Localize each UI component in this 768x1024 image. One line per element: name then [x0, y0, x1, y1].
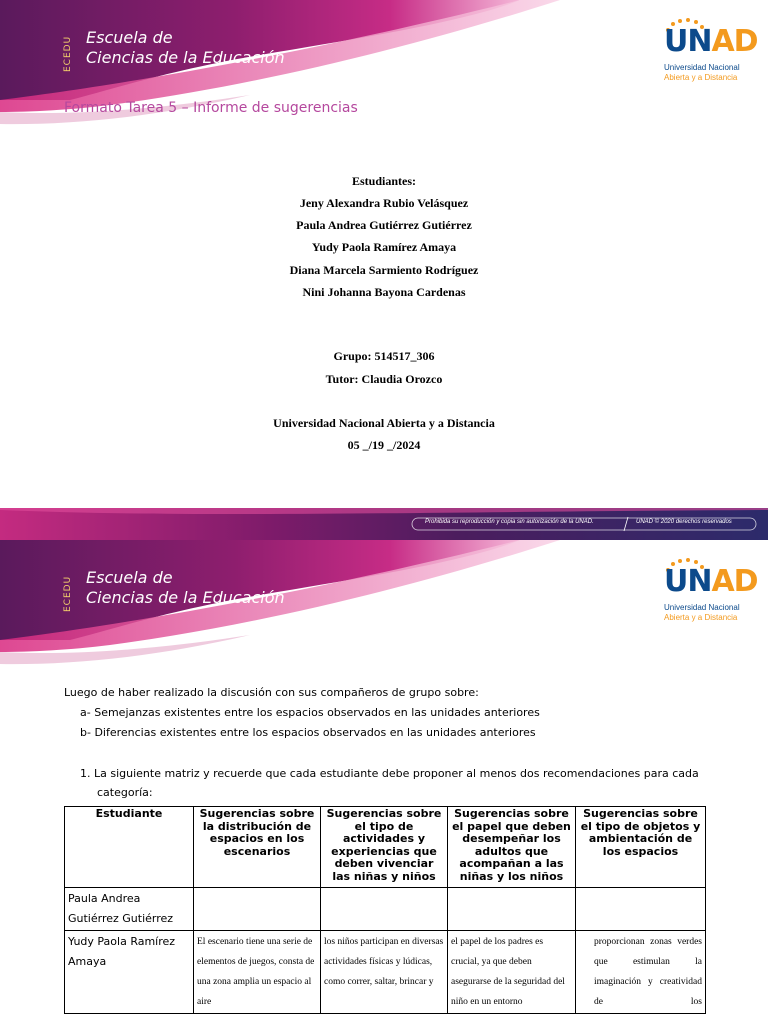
table-row: [65, 931, 706, 1014]
student-name: Diana Marcela Sarmiento Rodríguez: [289, 263, 479, 277]
activities-suggestion-cell: los niños participan en diversas actividades físicas y lúdicas, como correr, saltar, brincar y: [321, 931, 448, 1014]
banner-swoosh-graphic: [0, 0, 768, 140]
submission-date: 05 _/19 _/2024: [347, 438, 421, 452]
tutor-label: Tutor: Claudia Orozco: [325, 372, 443, 386]
banner-swoosh-graphic: [0, 540, 768, 680]
unad-logo: [660, 18, 758, 88]
student-cell: Paula Andrea Gutiérrez Gutiérrez: [65, 888, 194, 931]
table-header-row: [65, 807, 706, 888]
table-cell[interactable]: [448, 888, 576, 931]
unad-logo: [660, 558, 758, 628]
ecedu-tag: ECEDU: [63, 35, 73, 72]
header-banner: [0, 540, 768, 680]
header-banner: [0, 0, 768, 140]
student-name: Paula Andrea Gutiérrez Gutiérrez: [296, 218, 472, 232]
adults-role-suggestion-cell: el papel de los padres es crucial, ya que deben asegurarse de la seguridad del niño en un entorno: [448, 931, 576, 1014]
logo-wordmark: UNAD: [664, 24, 758, 59]
intro-paragraph: Luego de haber realizado la discusión con sus compañeros de grupo sobre:: [64, 686, 479, 699]
logo-subtitle-1: Universidad Nacional: [664, 63, 740, 72]
school-name-line1: Escuela de: [86, 28, 173, 47]
table-row: [65, 888, 706, 931]
distribution-suggestion-cell: El escenario tiene una serie de elementos de juegos, consta de una zona amplia un espacio al aire: [194, 931, 321, 1014]
school-name-line2: Ciencias de la Educación: [86, 588, 285, 607]
list-item-b: b- Diferencias existentes entre los espacios observados en las unidades anteriores: [80, 726, 536, 739]
format-title: Formato Tarea 5 – Informe de sugerencias: [64, 100, 358, 116]
school-name-line2: Ciencias de la Educación: [86, 48, 285, 67]
logo-subtitle-2: Abierta y a Distancia: [664, 613, 738, 622]
objects-suggestion-cell: proporcionan zonas verdes que estimulan la imaginación y creatividad de los: [576, 931, 706, 1014]
ecedu-tag: ECEDU: [63, 575, 73, 612]
student-cell: Yudy Paola Ramírez Amaya: [65, 931, 194, 1014]
list-item-a: a- Semejanzas existentes entre los espacios observados en las unidades anteriores: [80, 706, 540, 719]
school-name-line1: Escuela de: [86, 568, 173, 587]
column-header: Estudiante: [65, 807, 194, 888]
university-name: Universidad Nacional Abierta y a Distancia: [273, 416, 495, 430]
table-cell[interactable]: [321, 888, 448, 931]
student-name: Jeny Alexandra Rubio Velásquez: [299, 196, 469, 210]
column-header: Sugerencias sobre el tipo de objetos y ambientación de los espacios: [576, 807, 706, 888]
footer-notice: Prohibida su reproducción y copia sin autorización de la UNAD.: [425, 519, 594, 525]
suggestions-matrix: [64, 806, 706, 1014]
numbered-item-1: 1. La siguiente matriz y recuerde que cada estudiante debe proponer al menos dos recomendaciones para cada: [80, 767, 699, 780]
students-label: Estudiantes:: [351, 174, 416, 188]
table-cell[interactable]: [576, 888, 706, 931]
group-label: Grupo: 514517_306: [333, 349, 435, 363]
footer-copyright: UNAD © 2020 derechos reservados: [636, 519, 732, 525]
table-cell[interactable]: [194, 888, 321, 931]
numbered-item-1-cont: categoría:: [97, 786, 153, 799]
column-header: Sugerencias sobre la distribución de espacios en los escenarios: [194, 807, 321, 888]
logo-wordmark: UNAD: [664, 564, 758, 599]
column-header: Sugerencias sobre el papel que deben desempeñar los adultos que acompañan a las niñas y los niños: [448, 807, 576, 888]
logo-subtitle-2: Abierta y a Distancia: [664, 73, 738, 82]
student-name: Yudy Paola Ramírez Amaya: [311, 240, 457, 254]
content-page: [0, 540, 768, 1024]
student-name: Nini Johanna Bayona Cardenas: [302, 285, 466, 299]
column-header: Sugerencias sobre el tipo de actividades y experiencias que deben vivenciar las niñas y niños: [321, 807, 448, 888]
cover-page: [0, 0, 768, 508]
logo-subtitle-1: Universidad Nacional: [664, 603, 740, 612]
